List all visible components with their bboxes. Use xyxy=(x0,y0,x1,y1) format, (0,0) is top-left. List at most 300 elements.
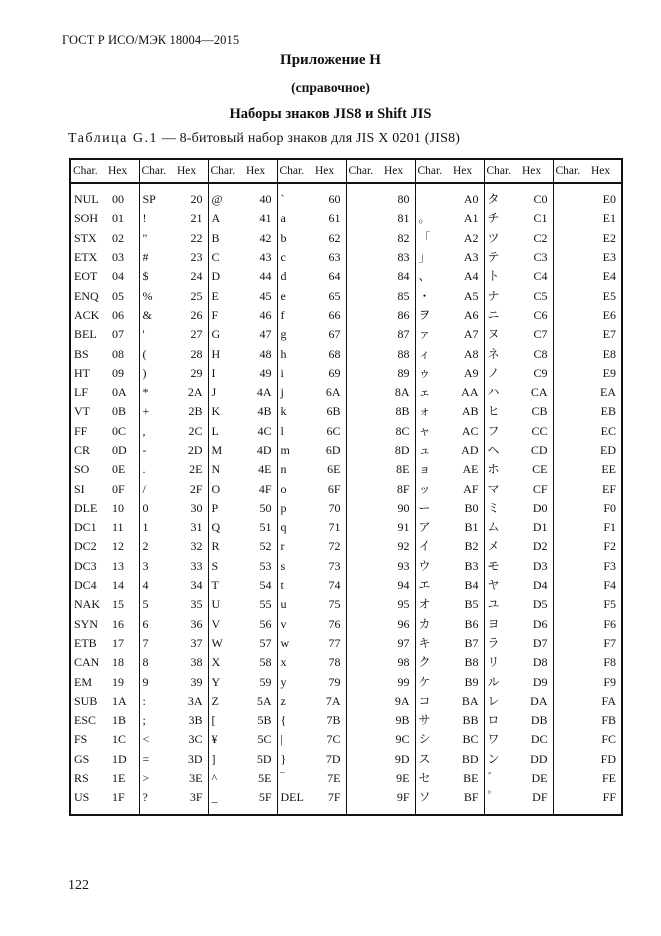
char-cell xyxy=(346,267,384,286)
char-cell: マ xyxy=(487,481,500,496)
char-cell xyxy=(553,537,591,556)
hex-cell: 7C xyxy=(315,730,346,749)
hex-cell: B6 xyxy=(453,615,484,634)
char-cell: ホ xyxy=(487,462,500,477)
hex-cell: F7 xyxy=(603,635,616,650)
char-cell: ゥ xyxy=(418,365,431,380)
char-cell xyxy=(346,248,384,267)
char-cell xyxy=(346,557,384,576)
char-cell xyxy=(346,479,384,498)
hex-cell: 0C xyxy=(108,422,139,441)
hex-cell: 3C xyxy=(177,730,208,749)
char-cell: SOH xyxy=(74,211,99,226)
char-cell: Y xyxy=(211,674,221,689)
hex-cell: 21 xyxy=(177,209,208,228)
hex-cell: 53 xyxy=(246,557,277,576)
char-cell: HT xyxy=(74,365,90,380)
char-cell: ェ xyxy=(418,385,431,400)
char-cell: 7 xyxy=(142,635,149,650)
hex-cell: BB xyxy=(453,711,484,730)
char-cell xyxy=(553,229,591,248)
hex-cell: 08 xyxy=(108,344,139,363)
hex-cell: 7F xyxy=(315,788,346,814)
hex-cell: AF xyxy=(453,479,484,498)
char-cell: ・ xyxy=(418,288,431,303)
hex-cell: 74 xyxy=(315,576,346,595)
hex-cell: 27 xyxy=(177,325,208,344)
hex-cell: C3 xyxy=(522,248,553,267)
hex-cell: C5 xyxy=(522,286,553,305)
char-cell: ハ xyxy=(487,385,500,400)
char-cell: l xyxy=(280,423,284,438)
char-cell: V xyxy=(211,616,221,631)
char-cell: b xyxy=(280,230,287,245)
hex-cell: A5 xyxy=(453,286,484,305)
hex-cell: F2 xyxy=(603,539,616,554)
hex-cell: D1 xyxy=(522,518,553,537)
char-cell xyxy=(553,183,591,209)
char-cell: セ xyxy=(418,771,431,786)
table-header-row xyxy=(70,159,622,183)
char-cell: + xyxy=(142,404,150,419)
table-row xyxy=(70,653,622,672)
hex-cell: 18 xyxy=(108,653,139,672)
char-cell xyxy=(553,441,591,460)
hex-cell: 66 xyxy=(315,306,346,325)
char-cell xyxy=(553,422,591,441)
table-caption-label: Таблица G.1 xyxy=(68,131,158,146)
char-cell xyxy=(346,788,384,814)
char-cell: DC3 xyxy=(74,558,97,573)
char-cell: ! xyxy=(142,211,147,226)
char-cell: VT xyxy=(74,404,90,419)
hex-cell: E6 xyxy=(602,307,616,322)
char-cell: a xyxy=(280,211,286,226)
char-cell: 9 xyxy=(142,674,149,689)
hex-cell: 15 xyxy=(108,595,139,614)
hex-cell: EF xyxy=(601,481,616,496)
char-cell: v xyxy=(280,616,287,631)
char-cell xyxy=(553,364,591,383)
char-cell: ETX xyxy=(74,250,98,265)
hex-cell: F9 xyxy=(603,674,616,689)
char-cell: 、 xyxy=(418,269,431,284)
char-cell: : xyxy=(142,693,146,708)
char-cell: DLE xyxy=(74,500,98,515)
hex-cell: 04 xyxy=(108,267,139,286)
hex-cell: 9B xyxy=(384,711,415,730)
char-cell: ヒ xyxy=(487,404,500,419)
hex-cell: E4 xyxy=(602,269,616,284)
hex-cell: 7E xyxy=(315,769,346,788)
char-cell: P xyxy=(211,500,219,515)
char-cell: ケ xyxy=(418,674,431,689)
char-cell xyxy=(553,248,591,267)
hex-cell: 91 xyxy=(384,518,415,537)
char-cell: u xyxy=(280,597,287,612)
char-cell xyxy=(553,769,591,788)
char-cell: ニ xyxy=(487,307,500,322)
hex-cell: A4 xyxy=(453,267,484,286)
char-cell xyxy=(553,325,591,344)
hex-cell: 61 xyxy=(315,209,346,228)
char-cell xyxy=(553,595,591,614)
hex-cell: 29 xyxy=(177,364,208,383)
hex-cell: 5A xyxy=(246,692,277,711)
char-cell: U xyxy=(211,597,221,612)
table-caption-text: — 8-битовый набор знаков для JIS X 0201 (JIS8) xyxy=(158,131,461,146)
char-cell: カ xyxy=(418,616,431,631)
char-cell: $ xyxy=(142,269,149,284)
hex-cell: 80 xyxy=(384,183,415,209)
char-cell: ESC xyxy=(74,713,97,728)
hex-cell: 64 xyxy=(315,267,346,286)
hex-cell: 41 xyxy=(246,209,277,228)
char-cell: ; xyxy=(142,713,146,728)
char-cell xyxy=(346,692,384,711)
header-char: Char. xyxy=(553,159,591,183)
char-cell: s xyxy=(280,558,286,573)
hex-cell: 00 xyxy=(108,183,139,209)
header-char: Char. xyxy=(484,159,522,183)
hex-cell: 82 xyxy=(384,229,415,248)
char-cell xyxy=(553,557,591,576)
hex-cell: 8F xyxy=(384,479,415,498)
hex-cell: 26 xyxy=(177,306,208,325)
hex-cell: CC xyxy=(522,422,553,441)
hex-cell: 49 xyxy=(246,364,277,383)
char-cell: ク xyxy=(418,655,431,670)
char-cell: ル xyxy=(487,674,500,689)
table-row xyxy=(70,209,622,228)
hex-cell: F0 xyxy=(603,500,616,515)
char-cell: y xyxy=(280,674,287,689)
table-row xyxy=(70,499,622,518)
char-cell xyxy=(553,499,591,518)
char-cell: ヤ xyxy=(487,578,500,593)
hex-cell: 8A xyxy=(384,383,415,402)
hex-cell: 5B xyxy=(246,711,277,730)
table-row xyxy=(70,325,622,344)
char-cell: n xyxy=(280,462,287,477)
char-cell: W xyxy=(211,635,223,650)
char-cell: 」 xyxy=(418,250,431,265)
table-row xyxy=(70,634,622,653)
hex-cell: DB xyxy=(522,711,553,730)
hex-cell: 1C xyxy=(108,730,139,749)
hex-cell: 0E xyxy=(108,460,139,479)
hex-cell: 30 xyxy=(177,499,208,518)
hex-cell: 7B xyxy=(315,711,346,730)
char-cell: 1 xyxy=(142,520,149,535)
char-cell xyxy=(346,286,384,305)
hex-cell: FA xyxy=(601,693,616,708)
hex-cell: AE xyxy=(453,460,484,479)
char-cell: イ xyxy=(418,539,431,554)
char-cell: > xyxy=(142,771,150,786)
header-hex: Hex xyxy=(315,159,346,183)
hex-cell: 37 xyxy=(177,634,208,653)
char-cell: EOT xyxy=(74,269,98,284)
hex-cell: F4 xyxy=(603,578,616,593)
hex-cell: CD xyxy=(522,441,553,460)
hex-cell: 7A xyxy=(315,692,346,711)
hex-cell: 56 xyxy=(246,615,277,634)
char-cell: 8 xyxy=(142,655,149,670)
char-cell: SP xyxy=(142,192,156,207)
char-cell: ワ xyxy=(487,732,500,747)
char-cell: STX xyxy=(74,230,97,245)
header-hex: Hex xyxy=(591,159,622,183)
hex-cell: 3E xyxy=(177,769,208,788)
table-body xyxy=(70,183,622,815)
hex-cell: D9 xyxy=(522,672,553,691)
hex-cell: E0 xyxy=(602,192,616,207)
hex-cell: 1B xyxy=(108,711,139,730)
table-row xyxy=(70,730,622,749)
hex-cell: E7 xyxy=(602,327,616,342)
char-cell: ゛ xyxy=(487,771,500,786)
hex-cell: F8 xyxy=(603,655,616,670)
char-cell: ン xyxy=(487,751,500,766)
char-cell xyxy=(553,634,591,653)
char-cell: ? xyxy=(142,790,148,805)
char-cell: ] xyxy=(211,751,216,766)
hex-cell: 19 xyxy=(108,672,139,691)
hex-cell: EA xyxy=(600,385,616,400)
hex-cell: 0A xyxy=(108,383,139,402)
char-cell xyxy=(346,183,384,209)
hex-cell: 6A xyxy=(315,383,346,402)
char-cell: 0 xyxy=(142,500,149,515)
char-cell: キ xyxy=(418,635,431,650)
char-cell xyxy=(553,286,591,305)
table-row xyxy=(70,750,622,769)
header-hex: Hex xyxy=(177,159,208,183)
hex-cell: 97 xyxy=(384,634,415,653)
table-row xyxy=(70,537,622,556)
hex-cell: 07 xyxy=(108,325,139,344)
char-cell: オ xyxy=(418,597,431,612)
char-cell: ョ xyxy=(418,462,431,477)
hex-cell: DE xyxy=(522,769,553,788)
char-cell xyxy=(553,711,591,730)
table-row xyxy=(70,383,622,402)
char-cell: o xyxy=(280,481,287,496)
hex-cell: E9 xyxy=(602,365,616,380)
hex-cell: E2 xyxy=(602,230,616,245)
char-cell xyxy=(346,441,384,460)
hex-cell: 81 xyxy=(384,209,415,228)
hex-cell: 8D xyxy=(384,441,415,460)
char-cell: SO xyxy=(74,462,90,477)
char-cell: モ xyxy=(487,558,500,573)
hex-cell: C9 xyxy=(522,364,553,383)
hex-cell: 01 xyxy=(108,209,139,228)
char-cell: ム xyxy=(487,520,500,535)
char-cell: GS xyxy=(74,751,90,766)
char-cell xyxy=(553,750,591,769)
hex-cell: BE xyxy=(453,769,484,788)
hex-cell: 4F xyxy=(246,479,277,498)
header-hex: Hex xyxy=(522,159,553,183)
hex-cell: 69 xyxy=(315,364,346,383)
char-cell: R xyxy=(211,539,220,554)
hex-cell: 24 xyxy=(177,267,208,286)
char-cell: チ xyxy=(487,211,500,226)
char-cell: g xyxy=(280,327,287,342)
char-cell: = xyxy=(142,751,150,766)
appendix-name: Наборы знаков JIS8 и Shift JIS xyxy=(229,106,432,122)
hex-cell: 92 xyxy=(384,537,415,556)
hex-cell: DA xyxy=(522,692,553,711)
hex-cell: E3 xyxy=(602,250,616,265)
char-cell: ヲ xyxy=(418,307,431,322)
hex-cell: 40 xyxy=(246,183,277,209)
char-cell: x xyxy=(280,655,287,670)
hex-cell: 51 xyxy=(246,518,277,537)
hex-cell: CB xyxy=(522,402,553,421)
table-row xyxy=(70,692,622,711)
hex-cell: 98 xyxy=(384,653,415,672)
hex-cell: 5C xyxy=(246,730,277,749)
char-cell: ナ xyxy=(487,288,500,303)
char-cell: サ xyxy=(418,713,431,728)
hex-cell: 25 xyxy=(177,286,208,305)
char-cell: L xyxy=(211,423,219,438)
char-cell xyxy=(346,499,384,518)
hex-cell: AD xyxy=(453,441,484,460)
hex-cell: 1E xyxy=(108,769,139,788)
hex-cell: 35 xyxy=(177,595,208,614)
hex-cell: 28 xyxy=(177,344,208,363)
hex-cell: 77 xyxy=(315,634,346,653)
header-hex: Hex xyxy=(246,159,277,183)
char-cell xyxy=(553,730,591,749)
hex-cell: A6 xyxy=(453,306,484,325)
char-cell xyxy=(553,653,591,672)
char-cell: { xyxy=(280,713,287,728)
char-cell xyxy=(415,183,453,209)
char-cell: & xyxy=(142,307,152,322)
page-number: 122 xyxy=(68,878,89,893)
char-cell: } xyxy=(280,751,287,766)
hex-cell: BC xyxy=(453,730,484,749)
char-cell xyxy=(346,653,384,672)
hex-cell: FC xyxy=(601,732,616,747)
hex-cell: 02 xyxy=(108,229,139,248)
hex-cell: 6E xyxy=(315,460,346,479)
table-row xyxy=(70,479,622,498)
header-char: Char. xyxy=(346,159,384,183)
hex-cell: 2C xyxy=(177,422,208,441)
char-cell: ウ xyxy=(418,558,431,573)
char-cell: q xyxy=(280,520,287,535)
char-cell: ト xyxy=(487,269,500,284)
hex-cell: 62 xyxy=(315,229,346,248)
hex-cell: 1A xyxy=(108,692,139,711)
hex-cell: 9C xyxy=(384,730,415,749)
char-cell: ミ xyxy=(487,500,500,515)
char-cell: i xyxy=(280,365,284,380)
header-char: Char. xyxy=(139,159,177,183)
hex-cell: 68 xyxy=(315,344,346,363)
hex-cell: AA xyxy=(453,383,484,402)
char-cell: j xyxy=(280,385,284,400)
char-cell: ア xyxy=(418,520,431,535)
char-cell: 4 xyxy=(142,578,149,593)
char-cell: B xyxy=(211,230,220,245)
header-char: Char. xyxy=(415,159,453,183)
hex-cell: 78 xyxy=(315,653,346,672)
hex-cell: 44 xyxy=(246,267,277,286)
char-cell: G xyxy=(211,327,221,342)
hex-cell: 55 xyxy=(246,595,277,614)
char-cell xyxy=(553,267,591,286)
hex-cell: AC xyxy=(453,422,484,441)
hex-cell: ED xyxy=(600,443,616,457)
hex-cell: 52 xyxy=(246,537,277,556)
char-cell: Z xyxy=(211,693,219,708)
hex-cell: 3B xyxy=(177,711,208,730)
header-hex: Hex xyxy=(108,159,139,183)
char-cell xyxy=(346,730,384,749)
char-cell: ETB xyxy=(74,635,97,650)
char-cell: , xyxy=(142,423,146,438)
char-cell: ー xyxy=(418,500,431,515)
hex-cell: 43 xyxy=(246,248,277,267)
char-cell xyxy=(553,306,591,325)
hex-cell: A9 xyxy=(453,364,484,383)
char-cell: ラ xyxy=(487,635,500,650)
hex-cell: CF xyxy=(522,479,553,498)
char-cell: ) xyxy=(142,365,147,380)
hex-cell: B0 xyxy=(453,499,484,518)
char-cell: RS xyxy=(74,771,89,786)
char-cell: フ xyxy=(487,423,500,438)
char-cell: ‾ xyxy=(280,771,285,786)
hex-cell: E5 xyxy=(602,288,616,303)
table-row xyxy=(70,402,622,421)
char-cell: LF xyxy=(74,385,89,400)
char-cell: ス xyxy=(418,751,431,766)
char-cell xyxy=(553,479,591,498)
char-cell xyxy=(346,518,384,537)
char-cell: / xyxy=(142,481,146,496)
hex-cell: 6D xyxy=(315,441,346,460)
char-cell: SUB xyxy=(74,693,98,708)
hex-cell: 34 xyxy=(177,576,208,595)
char-cell: - xyxy=(142,443,147,457)
hex-cell: CE xyxy=(522,460,553,479)
char-cell: テ xyxy=(487,250,500,265)
char-cell: FF xyxy=(74,423,88,438)
hex-cell: 6F xyxy=(315,479,346,498)
hex-cell: 90 xyxy=(384,499,415,518)
char-cell: DC2 xyxy=(74,539,97,554)
char-cell: エ xyxy=(418,578,431,593)
hex-cell: 23 xyxy=(177,248,208,267)
hex-cell: DD xyxy=(522,750,553,769)
char-cell: " xyxy=(142,230,148,245)
hex-cell: 47 xyxy=(246,325,277,344)
char-cell: I xyxy=(211,365,216,380)
char-cell: SYN xyxy=(74,616,99,631)
char-cell: 「 xyxy=(418,230,431,245)
char-cell: タ xyxy=(487,192,500,207)
hex-cell: 94 xyxy=(384,576,415,595)
table-row xyxy=(70,557,622,576)
